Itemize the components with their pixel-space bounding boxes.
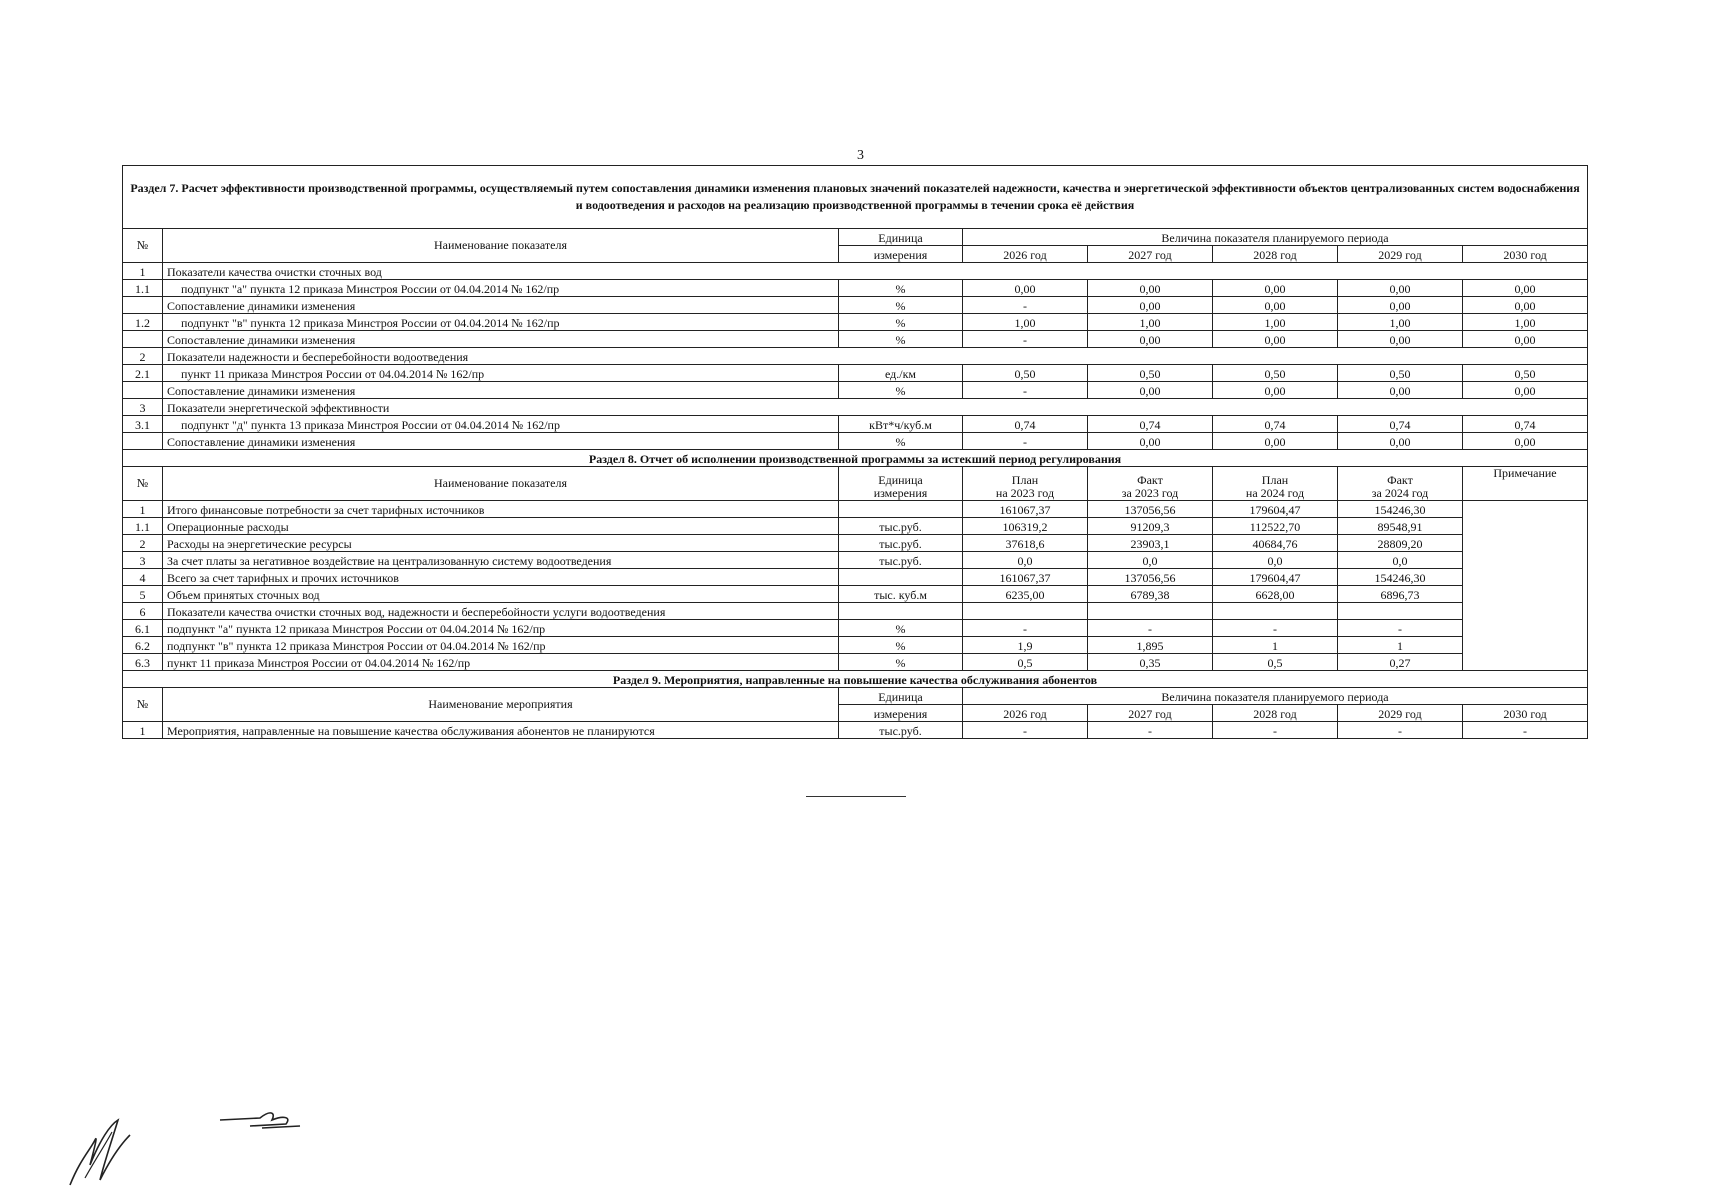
row-value: 179604,47 <box>1213 569 1338 586</box>
section8-title-row <box>123 450 1588 467</box>
end-rule <box>806 796 906 797</box>
row-value: 0,50 <box>1088 365 1213 382</box>
column-header-year: 2030 год <box>1463 246 1588 263</box>
row-value: 0,00 <box>1338 331 1463 348</box>
row-number: 1.1 <box>123 518 163 535</box>
row-name: подпункт "а" пункта 12 приказа Минстроя России от 04.04.2014 № 162/пр <box>163 280 839 297</box>
row-number: 1 <box>123 501 163 518</box>
row-value: 0,74 <box>1088 416 1213 433</box>
row-value: - <box>1088 722 1213 739</box>
row-name: Мероприятия, направленные на повышение качества обслуживания абонентов не планируются <box>163 722 839 739</box>
row-unit: % <box>839 654 963 671</box>
section8-title: Раздел 8. Отчет об исполнении производственной программы за истекший период регулирования <box>123 450 1588 467</box>
row-name: Показатели надежности и бесперебойности водоотведения <box>163 348 1588 365</box>
row-value: 0,50 <box>1463 365 1588 382</box>
row-value: 0,00 <box>1088 297 1213 314</box>
row-value: 161067,37 <box>963 569 1088 586</box>
row-name: Показатели качества очистки сточных вод <box>163 263 1588 280</box>
row-unit: % <box>839 637 963 654</box>
row-value: - <box>1338 722 1463 739</box>
table-row <box>123 552 1588 569</box>
row-value: - <box>963 433 1088 450</box>
section9-title-row <box>123 671 1588 688</box>
column-header-name: Наименование показателя <box>163 467 839 501</box>
row-value: 28809,20 <box>1338 535 1463 552</box>
row-name: подпункт "а" пункта 12 приказа Минстроя России от 04.04.2014 № 162/пр <box>163 620 839 637</box>
table-row <box>123 637 1588 654</box>
section8-header-row <box>123 467 1588 501</box>
row-value: 1 <box>1213 637 1338 654</box>
row-value <box>1088 603 1213 620</box>
row-value: 161067,37 <box>963 501 1088 518</box>
table-row <box>123 297 1588 314</box>
column-header-unit: Единица <box>839 229 963 246</box>
row-value: - <box>963 722 1088 739</box>
row-value: 1 <box>1338 637 1463 654</box>
row-value: 0,27 <box>1338 654 1463 671</box>
row-value: 0,00 <box>1338 297 1463 314</box>
row-value: 1,00 <box>1338 314 1463 331</box>
row-unit: тыс.руб. <box>839 722 963 739</box>
row-value: 0,00 <box>1463 433 1588 450</box>
row-name: Итого финансовые потребности за счет тарифных источников <box>163 501 839 518</box>
row-unit: тыс.руб. <box>839 552 963 569</box>
row-name: За счет платы за негативное воздействие на централизованную систему водоотведения <box>163 552 839 569</box>
row-value <box>963 603 1088 620</box>
row-value: 0,5 <box>1213 654 1338 671</box>
column-header-plan-fact: Факт за 2023 год <box>1088 467 1213 501</box>
row-value: 0,00 <box>1213 382 1338 399</box>
row-value: - <box>963 297 1088 314</box>
table-row <box>123 365 1588 382</box>
row-value: 0,5 <box>963 654 1088 671</box>
row-value: 112522,70 <box>1213 518 1338 535</box>
row-value: 37618,6 <box>963 535 1088 552</box>
row-number: 6.3 <box>123 654 163 671</box>
row-name: пункт 11 приказа Минстроя России от 04.04.2014 № 162/пр <box>163 654 839 671</box>
row-value: - <box>1463 722 1588 739</box>
row-unit <box>839 501 963 518</box>
page-number: 3 <box>857 148 864 163</box>
row-unit: % <box>839 297 963 314</box>
section7-title: Раздел 7. Расчет эффективности производственной программы, осуществляемый путем сопоставления динамики изменения плановых значений показателей надежности, качества и энергетической эффективности объектов централизованных систем водоснабжения и водоотведения и расходов на реализацию производственной программы в течении срока её действия <box>123 166 1588 229</box>
row-unit: % <box>839 433 963 450</box>
column-header-plan-fact: План на 2023 год <box>963 467 1088 501</box>
row-name: Операционные расходы <box>163 518 839 535</box>
row-value: 0,74 <box>963 416 1088 433</box>
row-name: Объем принятых сточных вод <box>163 586 839 603</box>
row-number: 2.1 <box>123 365 163 382</box>
row-value: 0,0 <box>963 552 1088 569</box>
row-number <box>123 331 163 348</box>
row-value: 0,00 <box>963 280 1088 297</box>
column-header-period: Величина показателя планируемого периода <box>963 229 1588 246</box>
row-value: - <box>1088 620 1213 637</box>
section7-title-row <box>123 166 1588 229</box>
row-value: 0,00 <box>1338 280 1463 297</box>
table-row <box>123 501 1588 518</box>
column-header-no: № <box>123 229 163 263</box>
row-name: подпункт "д" пункта 13 приказа Минстроя России от 04.04.2014 № 162/пр <box>163 416 839 433</box>
column-header-plan-fact: План на 2024 год <box>1213 467 1338 501</box>
row-name: Показатели качества очистки сточных вод, надежности и бесперебойности услуги водоотведения <box>163 603 839 620</box>
row-number: 6 <box>123 603 163 620</box>
column-header-year: 2030 год <box>1463 705 1588 722</box>
row-name: Расходы на энергетические ресурсы <box>163 535 839 552</box>
table-row <box>123 586 1588 603</box>
report-table-body <box>123 166 1588 739</box>
row-value: - <box>1338 620 1463 637</box>
table-row <box>123 603 1588 620</box>
table-row <box>123 416 1588 433</box>
row-number: 1 <box>123 722 163 739</box>
row-value: 40684,76 <box>1213 535 1338 552</box>
row-value: 0,00 <box>1088 382 1213 399</box>
row-value: 6628,00 <box>1213 586 1338 603</box>
row-value: 0,74 <box>1463 416 1588 433</box>
row-name: подпункт "в" пункта 12 приказа Минстроя России от 04.04.2014 № 162/пр <box>163 314 839 331</box>
row-number: 2 <box>123 535 163 552</box>
row-value: 0,50 <box>1338 365 1463 382</box>
column-header-year: 2026 год <box>963 705 1088 722</box>
table-row <box>123 433 1588 450</box>
row-number <box>123 433 163 450</box>
row-unit: % <box>839 331 963 348</box>
row-value: 23903,1 <box>1088 535 1213 552</box>
row-value: 1,00 <box>963 314 1088 331</box>
row-value <box>1213 603 1338 620</box>
row-name: Показатели энергетической эффективности <box>163 399 1588 416</box>
table-row <box>123 280 1588 297</box>
row-value: 0,00 <box>1213 433 1338 450</box>
row-number: 6.2 <box>123 637 163 654</box>
row-value: 89548,91 <box>1338 518 1463 535</box>
row-number: 2 <box>123 348 163 365</box>
row-unit <box>839 603 963 620</box>
table-row <box>123 620 1588 637</box>
row-value <box>1338 603 1463 620</box>
row-value: - <box>1213 620 1338 637</box>
row-unit: ед./км <box>839 365 963 382</box>
row-number: 1 <box>123 263 163 280</box>
row-value: 0,0 <box>1338 552 1463 569</box>
row-unit: % <box>839 382 963 399</box>
column-header-period: Величина показателя планируемого периода <box>963 688 1588 705</box>
row-unit: % <box>839 314 963 331</box>
column-header-no: № <box>123 688 163 722</box>
row-number <box>123 297 163 314</box>
row-value: 0,00 <box>1338 382 1463 399</box>
section7-header-row-1 <box>123 229 1588 246</box>
table-row <box>123 331 1588 348</box>
table-row <box>123 518 1588 535</box>
row-value: 6235,00 <box>963 586 1088 603</box>
row-value: 6789,38 <box>1088 586 1213 603</box>
row-value: 1,00 <box>1088 314 1213 331</box>
row-number <box>123 382 163 399</box>
row-note <box>1463 501 1588 671</box>
table-row <box>123 722 1588 739</box>
row-value: 0,00 <box>1338 433 1463 450</box>
row-unit: тыс.руб. <box>839 518 963 535</box>
table-row <box>123 535 1588 552</box>
row-value: 0,00 <box>1463 297 1588 314</box>
signatures <box>60 1090 320 1200</box>
row-value: 0,0 <box>1213 552 1338 569</box>
row-value: 0,0 <box>1088 552 1213 569</box>
row-value: 0,00 <box>1213 331 1338 348</box>
row-number: 4 <box>123 569 163 586</box>
row-unit <box>839 569 963 586</box>
column-header-unit: Единица измерения <box>839 467 963 501</box>
column-header-year: 2026 год <box>963 246 1088 263</box>
table-row <box>123 382 1588 399</box>
row-name: Сопоставление динамики изменения <box>163 382 839 399</box>
row-value: 0,00 <box>1213 297 1338 314</box>
row-value: 137056,56 <box>1088 501 1213 518</box>
column-header-no: № <box>123 467 163 501</box>
row-value: 0,00 <box>1463 280 1588 297</box>
row-value: 0,74 <box>1213 416 1338 433</box>
row-value: 0,00 <box>1213 280 1338 297</box>
row-number: 6.1 <box>123 620 163 637</box>
column-header-year: 2027 год <box>1088 246 1213 263</box>
column-header-unit-2: измерения <box>839 705 963 722</box>
row-unit: % <box>839 620 963 637</box>
row-value: 137056,56 <box>1088 569 1213 586</box>
row-value: 154246,30 <box>1338 501 1463 518</box>
table-row <box>123 654 1588 671</box>
table-row <box>123 569 1588 586</box>
column-header-name: Наименование показателя <box>163 229 839 263</box>
column-header-note: Примечание <box>1463 467 1588 501</box>
row-value: 106319,2 <box>963 518 1088 535</box>
table-row <box>123 314 1588 331</box>
row-unit: тыс.руб. <box>839 535 963 552</box>
report-table <box>122 165 1588 739</box>
row-unit: кВт*ч/куб.м <box>839 416 963 433</box>
row-value: - <box>963 382 1088 399</box>
row-value: 1,00 <box>1463 314 1588 331</box>
row-value: 0,50 <box>963 365 1088 382</box>
column-header-year: 2029 год <box>1338 705 1463 722</box>
section9-title: Раздел 9. Мероприятия, направленные на повышение качества обслуживания абонентов <box>123 671 1588 688</box>
column-header-unit-2: измерения <box>839 246 963 263</box>
row-value: 91209,3 <box>1088 518 1213 535</box>
row-value: 0,00 <box>1463 331 1588 348</box>
row-value: 1,895 <box>1088 637 1213 654</box>
column-header-unit: Единица <box>839 688 963 705</box>
column-header-year: 2028 год <box>1213 705 1338 722</box>
row-number: 1.2 <box>123 314 163 331</box>
row-name: подпункт "в" пункта 12 приказа Минстроя России от 04.04.2014 № 162/пр <box>163 637 839 654</box>
row-name: пункт 11 приказа Минстроя России от 04.04.2014 № 162/пр <box>163 365 839 382</box>
row-number: 5 <box>123 586 163 603</box>
row-value: 0,50 <box>1213 365 1338 382</box>
row-number: 3.1 <box>123 416 163 433</box>
document-body <box>122 165 1587 739</box>
row-name: Сопоставление динамики изменения <box>163 297 839 314</box>
row-value: 154246,30 <box>1338 569 1463 586</box>
row-value: 1,9 <box>963 637 1088 654</box>
row-value: - <box>963 331 1088 348</box>
row-value: 0,00 <box>1088 433 1213 450</box>
table-row <box>123 263 1588 280</box>
row-name: Сопоставление динамики изменения <box>163 331 839 348</box>
column-header-year: 2027 год <box>1088 705 1213 722</box>
row-name: Сопоставление динамики изменения <box>163 433 839 450</box>
column-header-plan-fact: Факт за 2024 год <box>1338 467 1463 501</box>
row-value: 6896,73 <box>1338 586 1463 603</box>
row-number: 3 <box>123 552 163 569</box>
row-number: 3 <box>123 399 163 416</box>
section9-header-row-1 <box>123 688 1588 705</box>
row-value: 0,00 <box>1463 382 1588 399</box>
column-header-name: Наименование мероприятия <box>163 688 839 722</box>
row-name: Всего за счет тарифных и прочих источников <box>163 569 839 586</box>
column-header-year: 2028 год <box>1213 246 1338 263</box>
row-value: 0,00 <box>1088 280 1213 297</box>
row-unit: тыс. куб.м <box>839 586 963 603</box>
row-value: 0,74 <box>1338 416 1463 433</box>
table-row <box>123 399 1588 416</box>
table-row <box>123 348 1588 365</box>
row-number: 1.1 <box>123 280 163 297</box>
column-header-year: 2029 год <box>1338 246 1463 263</box>
row-unit: % <box>839 280 963 297</box>
row-value: - <box>963 620 1088 637</box>
row-value: 0,00 <box>1088 331 1213 348</box>
row-value: 179604,47 <box>1213 501 1338 518</box>
row-value: 1,00 <box>1213 314 1338 331</box>
row-value: - <box>1213 722 1338 739</box>
row-value: 0,35 <box>1088 654 1213 671</box>
